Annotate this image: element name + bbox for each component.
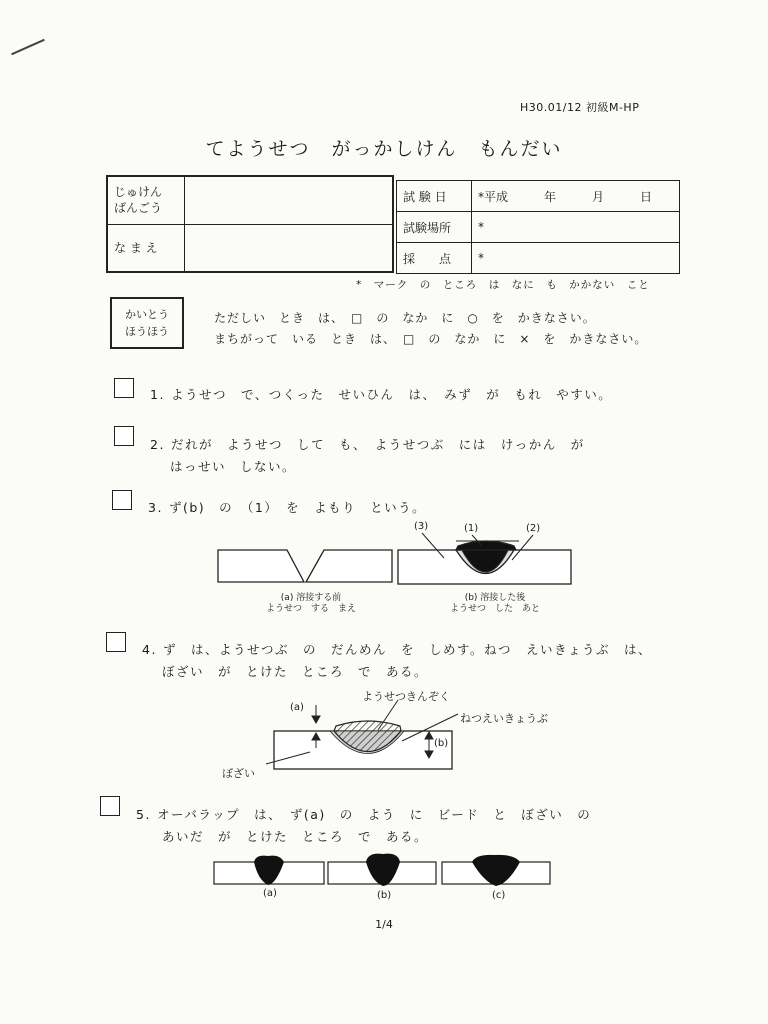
- fig5-label-c: (c): [492, 890, 506, 901]
- answer-method-label-1: かいとう: [125, 308, 169, 321]
- weld-metal-label: ようせつきんぞく: [362, 690, 450, 703]
- base-metal-label: ぼざい: [222, 767, 255, 780]
- fig3-label-2: (2): [526, 523, 541, 534]
- instruction-note: * マーク の ところ は なに も かかない こと: [356, 279, 650, 291]
- fig4-label-a: (a): [290, 702, 304, 713]
- score-field: *: [472, 243, 680, 274]
- fig5-label-a: (a): [263, 888, 277, 899]
- fig3-caption-after: (b) 溶接した後 ようせつ した あと: [449, 593, 540, 614]
- wrong-instruction: まちがって いる とき は、 □ の なか に × を かきなさい。: [214, 332, 648, 346]
- page-title: てようせつ がっかしけん もんだい: [205, 138, 563, 160]
- answer-method-label-2: ほうほう: [125, 325, 169, 338]
- exam-code: H30.01/12 初級M-HP: [520, 101, 640, 114]
- question-3: 3. ず(b) の （1） を よもり という。: [148, 500, 427, 515]
- exam-date-label: 試 験 日: [397, 181, 472, 212]
- fig3-label-1: (1): [464, 523, 479, 534]
- question-5: 5. オーバラップ は、 ず(a) の よう に ビード と ぼざい の あいだ が とけた ところ で ある。: [136, 807, 592, 844]
- fig5-label-b: (b): [377, 890, 392, 901]
- exam-date-field: *平成 年 月 日: [472, 181, 680, 212]
- page-number: 1/4: [375, 918, 393, 931]
- haz-label: ねつえいきょうぶ: [460, 712, 548, 725]
- question-2: 2. だれが ようせつ して も、 ようせつぶ には けっかん が はっせい しない。: [150, 437, 585, 474]
- name-label: な ま え: [107, 224, 185, 272]
- fig3-label-3: (3): [414, 521, 429, 532]
- exam-place-label: 試験場所: [397, 212, 472, 243]
- fig4-label-b: (b): [434, 738, 449, 749]
- score-label: 採 点: [397, 243, 472, 274]
- question-4: 4. ず は、ようせつぶ の だんめん を しめす。ねつ えいきょうぶ は、 ぼざい が とけた ところ で ある。: [142, 642, 652, 679]
- exam-number-label: じゅけん ばんごう: [107, 176, 185, 224]
- fig3-caption-before: (a) 溶接する前 ようせつ する まえ: [265, 593, 356, 614]
- correct-instruction: ただしい とき は、 □ の なか に ○ を かきなさい。: [214, 311, 596, 325]
- question-1: 1. ようせつ で、つくった せいひん は、 みず が もれ やすい。: [150, 387, 613, 402]
- exam-place-field: *: [472, 212, 680, 243]
